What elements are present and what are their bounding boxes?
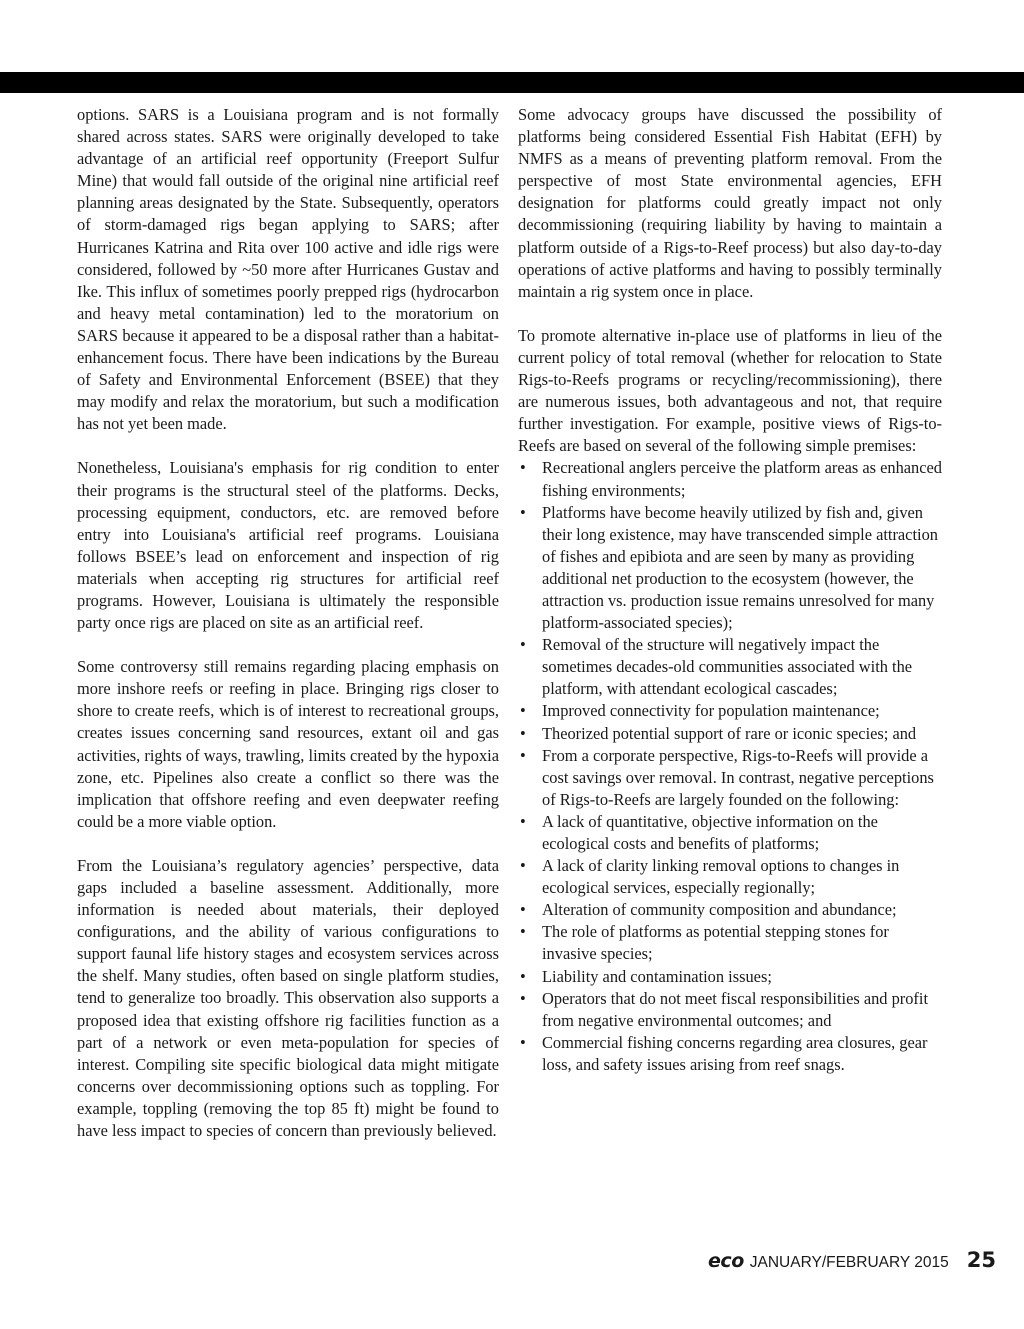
list-item-text: A lack of quantitative, objective information on the ecological costs and benefits of platforms; [542,811,878,853]
issue-date: JANUARY/FEBRUARY 2015 [749,1254,949,1271]
list-item-text: A lack of clarity linking removal options to changes in ecological services, especially regionally; [542,856,900,898]
list-item-text: The role of platforms as potential stepping stones for invasive species; [542,922,889,964]
bullet-icon: • [520,723,526,743]
list-item [518,723,942,745]
header-bar [0,72,1024,93]
list-item [518,921,942,965]
list-item [518,811,942,855]
bullet-icon: • [520,922,526,942]
list-item-text: Liability and contamination issues; [542,966,772,986]
list-item-text: Improved connectivity for population maintenance; [542,701,880,721]
list-item-text: From a corporate perspective, Rigs-to-Reefs will provide a cost savings over removal. In contrast, negative perceptions of Rigs-to-Reefs are largely founded on the following: [542,745,934,809]
list-item [518,899,942,921]
paragraph: Some controversy still remains regarding placing emphasis on more inshore reefs or reefing in place. Bringing rigs closer to shore to create reefs, which is of interest to recreational groups, creates issues concerning sand resources, extant oil and gas activities, rights of ways, trawling, limits created by the hypoxia zone, etc. Pipelines also create a conflict so there was the implication that offshore reefing and even deepwater reefing could be a more viable option. [77,657,499,831]
bullet-icon: • [520,966,526,986]
bullet-icon: • [520,502,526,522]
bullet-list [518,457,942,1076]
list-item-text: Removal of the structure will negatively impact the sometimes decades-old communities associated with the platform, with attendant ecological cascades; [542,635,913,699]
paragraph: To promote alternative in-place use of platforms in lieu of the current policy of total removal (whether for relocation to State Rigs-to-Reefs programs or recycling/recommissioning), there are numerous issues, both advantageous and not, that require further investigation. For example, positive views of Rigs-to-Reefs are based on several of the following simple premises: [518,325,942,456]
list-item-text: Alteration of community composition and abundance; [542,900,897,920]
list-item [518,966,942,988]
list-item-text: Theorized potential support of rare or iconic species; and [542,723,917,743]
list-item-text: Platforms have become heavily utilized by fish and, given their long existence, may have transcended simple attraction of fishes and epibiota and are seen by many as providing additional net production to the ecosystem (however, the attraction vs. production issue remains unresolved for many platform-associated species); [542,502,938,633]
right-column [518,104,942,1076]
list-item-text: Recreational anglers perceive the platform areas as enhanced fishing environments; [542,458,942,500]
bullet-icon: • [520,458,526,478]
paragraph: Some advocacy groups have discussed the possibility of platforms being considered Essential Fish Habitat (EFH) by NMFS as a means of preventing platform removal. From the perspective of most State environmental agencies, EFH designation for platforms could greatly impact not only decommissioning (requiring liability by having to maintain a platform outside of a Rigs-to-Reef process) but also day-to-day operations of active platforms and having to possibly terminally maintain a rig system once in place. [518,105,942,301]
list-item [518,457,942,501]
list-item [518,988,942,1032]
bullet-icon: • [520,701,526,721]
paragraph: options. SARS is a Louisiana program and is not formally shared across states. SARS were originally developed to take advantage of an artificial reef opportunity (Freeport Sulfur Mine) that would fall outside of the original nine artificial reef planning areas designated by the State. Subsequently, operators of storm-damaged rigs began applying to SARS; after Hurricanes Katrina and Rita over 100 active and idle rigs were considered, followed by ~50 more after Hurricanes Gustav and Ike. This influx of sometimes poorly prepped rigs (hydrocarbon and heavy metal contamination) led to the moratorium on SARS because it appeared to be a disposal rather than a habitat-enhancement focus. There have been indications by the Bureau of Safety and Environmental Enforcement (BSEE) that they may modify and relax the moratorium, but such a modification has not yet been made. [77,105,499,434]
list-item [518,700,942,722]
bullet-icon: • [520,856,526,876]
list-item-text: Commercial fishing concerns regarding area closures, gear loss, and safety issues arising from reef snags. [542,1032,928,1074]
list-item [518,745,942,811]
bullet-icon: • [520,988,526,1008]
bullet-icon: • [520,1032,526,1052]
list-item [518,502,942,635]
page-number: 25 [966,1248,996,1272]
paragraph: Nonetheless, Louisiana's emphasis for rig condition to enter their programs is the structural steel of the platforms. Decks, processing equipment, conductors, etc. are removed before entry into Louisiana's artificial reef programs. Louisiana follows BSEE’s lead on enforcement and inspection of rig materials when accepting rig structures for artificial reef programs. However, Louisiana is ultimately the responsible party once rigs are placed on site as an artificial reef. [77,458,499,633]
list-item-text: Operators that do not meet fiscal responsibilities and profit from negative environmental outcomes; and [542,988,928,1030]
bullet-icon: • [520,811,526,831]
list-item [518,1032,942,1076]
bullet-icon: • [520,635,526,655]
magazine-logo: eco [708,1250,744,1272]
list-item [518,634,942,700]
bullet-icon: • [520,900,526,920]
left-column [77,104,499,1164]
paragraph: From the Louisiana’s regulatory agencies’ perspective, data gaps included a baseline assessment. Additionally, more information is needed about materials, their deployed configurations, and the ability of various configurations to support faunal life history stages and ecosystem services across the shelf. Many studies, often based on single platform studies, tend to generalize too broadly. This observation also supports a proposed idea that existing offshore rig facilities function as a part of a network or even meta-population for species of interest. Compiling site specific biological data might mitigate concerns over decommissioning options such as toppling. For example, toppling (removing the top 85 ft) might be found to have less impact to species of concern than previously believed. [77,855,499,1141]
list-item [518,855,942,899]
bullet-icon: • [520,745,526,765]
page-footer [708,1248,996,1276]
